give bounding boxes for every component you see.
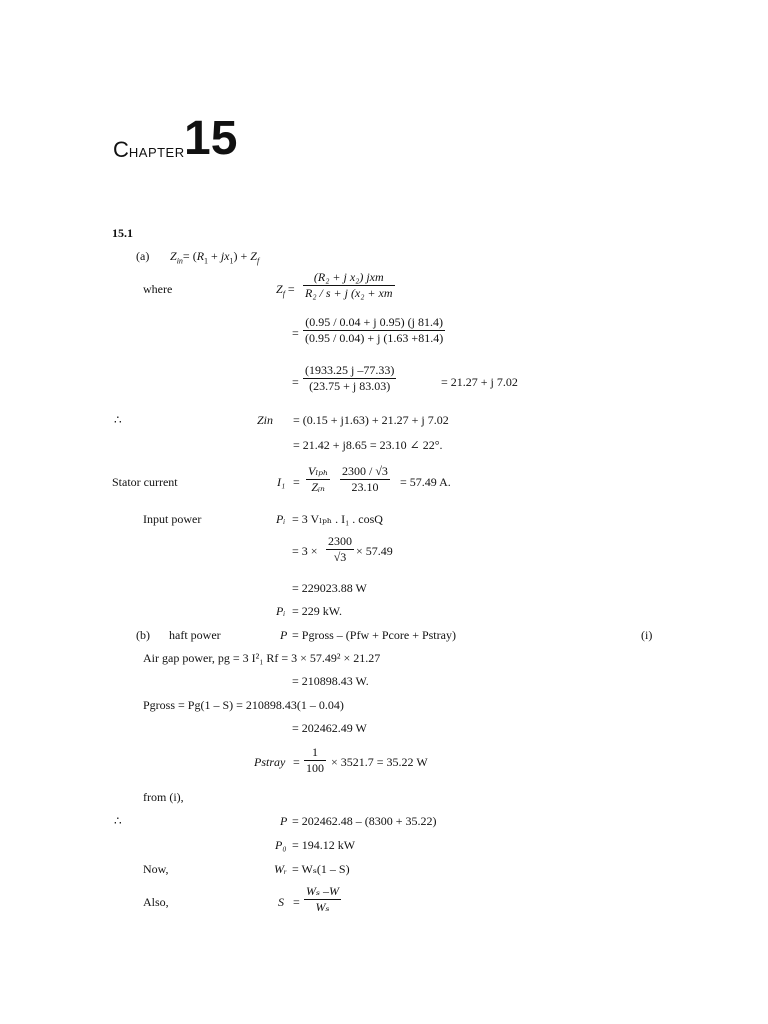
zf-lhs bbox=[276, 282, 295, 299]
step2-denominator: (23.75 + j 83.03) bbox=[309, 379, 391, 393]
equation-ref-i: (i) bbox=[641, 628, 653, 642]
therefore-symbol-1: ∴ bbox=[114, 413, 122, 427]
jx1-subscript: 1 bbox=[229, 256, 234, 266]
zin-value: = (0.15 + j1.63) + 21.27 + j 7.02 bbox=[293, 413, 449, 427]
p0-value: = 194.12 kW bbox=[292, 838, 356, 852]
i1-fraction-2 bbox=[340, 464, 390, 495]
pstray-lhs: Pstray bbox=[254, 755, 286, 769]
therefore-symbol-2: ∴ bbox=[114, 814, 122, 828]
pi-step-post: × 57.49 bbox=[356, 544, 393, 558]
pgross-result: = 202462.49 W bbox=[292, 721, 367, 735]
chapter-number: 15 bbox=[184, 112, 238, 165]
step1-denominator: (0.95 / 0.04) + j (1.63 +81.4) bbox=[305, 331, 444, 345]
step1-fraction bbox=[303, 315, 445, 346]
pi-step-fraction bbox=[326, 534, 354, 565]
part-b-label: (b) bbox=[136, 628, 150, 642]
zf-fraction bbox=[303, 270, 395, 301]
zf-subscript: f bbox=[256, 256, 260, 266]
zin-rhs-open: = ( bbox=[182, 249, 197, 263]
stator-current-label: Stator current bbox=[112, 475, 178, 489]
zin-definition bbox=[170, 249, 260, 266]
air-gap-result: = 210898.43 W. bbox=[292, 674, 369, 688]
step2-fraction bbox=[303, 363, 396, 394]
step2-equals: = bbox=[292, 375, 299, 389]
pstray-numerator: 1 bbox=[304, 745, 326, 761]
chapter-word-initial: C bbox=[113, 137, 129, 162]
p-lhs: P bbox=[280, 628, 288, 642]
p2-lhs: P bbox=[280, 814, 288, 828]
where-label: where bbox=[143, 282, 173, 296]
s-lhs: S bbox=[278, 895, 284, 909]
zf-lhs-symbol: Z bbox=[276, 282, 283, 296]
zin-subscript: in bbox=[176, 256, 183, 266]
p-value: = Pgross – (Pfw + Pcore + Pstray) bbox=[292, 628, 456, 642]
pstray-fraction bbox=[304, 745, 326, 776]
i1-fraction-1 bbox=[306, 464, 330, 495]
step2-result: = 21.27 + j 7.02 bbox=[441, 375, 518, 389]
zf-lhs-subscript: f bbox=[282, 289, 285, 299]
jx1-symbol: jx bbox=[220, 249, 230, 263]
shaft-power-label: haft power bbox=[169, 628, 221, 642]
r1-symbol: R bbox=[196, 249, 205, 263]
plus-sign: + bbox=[208, 249, 221, 263]
s-fraction bbox=[304, 884, 341, 915]
zin-result: = 21.42 + j8.65 = 23.10 ∠ 22°. bbox=[293, 438, 443, 452]
pgross-equation: Pgross = Pg(1 – S) = 210898.43(1 – 0.04) bbox=[143, 698, 344, 712]
zin-rhs-close: ) + bbox=[233, 249, 251, 263]
step2-numerator: (1933.25 j –77.33) bbox=[305, 363, 395, 377]
wr-lhs: Wᵣ bbox=[274, 862, 287, 876]
part-a-label: (a) bbox=[136, 249, 150, 263]
pi-watts: = 229023.88 W bbox=[292, 581, 367, 595]
pstray-denominator: 100 bbox=[306, 761, 324, 775]
pi-lhs: Pᵢ bbox=[276, 512, 286, 526]
s-numerator: Wₛ –W bbox=[306, 884, 340, 898]
i1-numerator-2: 2300 / √3 bbox=[342, 464, 388, 478]
zf-numerator: (R₂ + j x₂) jxm bbox=[303, 270, 395, 286]
s-equals: = bbox=[293, 895, 300, 909]
r1-subscript: 1 bbox=[204, 256, 209, 266]
zf-denominator: R₂ / s + j (x₂ + xm bbox=[305, 286, 393, 300]
pi-kw: = 229 kW. bbox=[292, 604, 342, 618]
pi-step-numerator: 2300 bbox=[328, 534, 352, 548]
zin-lhs: Zin bbox=[257, 413, 274, 427]
zf-lhs-equals: = bbox=[284, 282, 295, 296]
step1-equals: = bbox=[292, 326, 299, 340]
now-label: Now, bbox=[143, 862, 169, 876]
pi-step-denominator: √3 bbox=[333, 550, 347, 564]
pi-value: = 3 Vₗₚₕ . I₁ . cosQ bbox=[292, 512, 383, 526]
i1-numerator-1: Vₗₚₕ bbox=[308, 464, 329, 478]
p0-lhs: P₀ bbox=[275, 838, 287, 852]
air-gap-power: Air gap power, pg = 3 I²₁ Rf = 3 × 57.49² × 21.27 bbox=[143, 651, 381, 665]
i1-denominator-2: 23.10 bbox=[351, 480, 379, 494]
input-power-label: Input power bbox=[143, 512, 202, 526]
pi-step-pre: = 3 × bbox=[292, 544, 318, 558]
s-denominator: Wₛ bbox=[315, 900, 330, 914]
also-label: Also, bbox=[143, 895, 169, 909]
i1-result: = 57.49 A. bbox=[400, 475, 451, 489]
i1-equals: = bbox=[293, 475, 300, 489]
pstray-equals: = bbox=[293, 755, 300, 769]
pi-kw-lhs: Pᵢ bbox=[276, 604, 286, 618]
zin-symbol: Z bbox=[170, 249, 177, 263]
i1-lhs: I₁ bbox=[277, 475, 286, 489]
from-i-label: from (i), bbox=[143, 790, 184, 804]
chapter-word-rest: HAPTER bbox=[128, 145, 185, 160]
i1-denominator-1: Zᵢₙ bbox=[311, 480, 325, 494]
pstray-result: × 3521.7 = 35.22 W bbox=[331, 755, 428, 769]
wr-value: = Wₛ(1 – S) bbox=[292, 862, 350, 876]
zf-symbol: Z bbox=[250, 249, 257, 263]
section-number: 15.1 bbox=[112, 226, 133, 240]
chapter-heading bbox=[113, 139, 185, 161]
step1-numerator: (0.95 / 0.04 + j 0.95) (j 81.4) bbox=[303, 315, 445, 331]
p2-value: = 202462.48 – (8300 + 35.22) bbox=[292, 814, 437, 828]
